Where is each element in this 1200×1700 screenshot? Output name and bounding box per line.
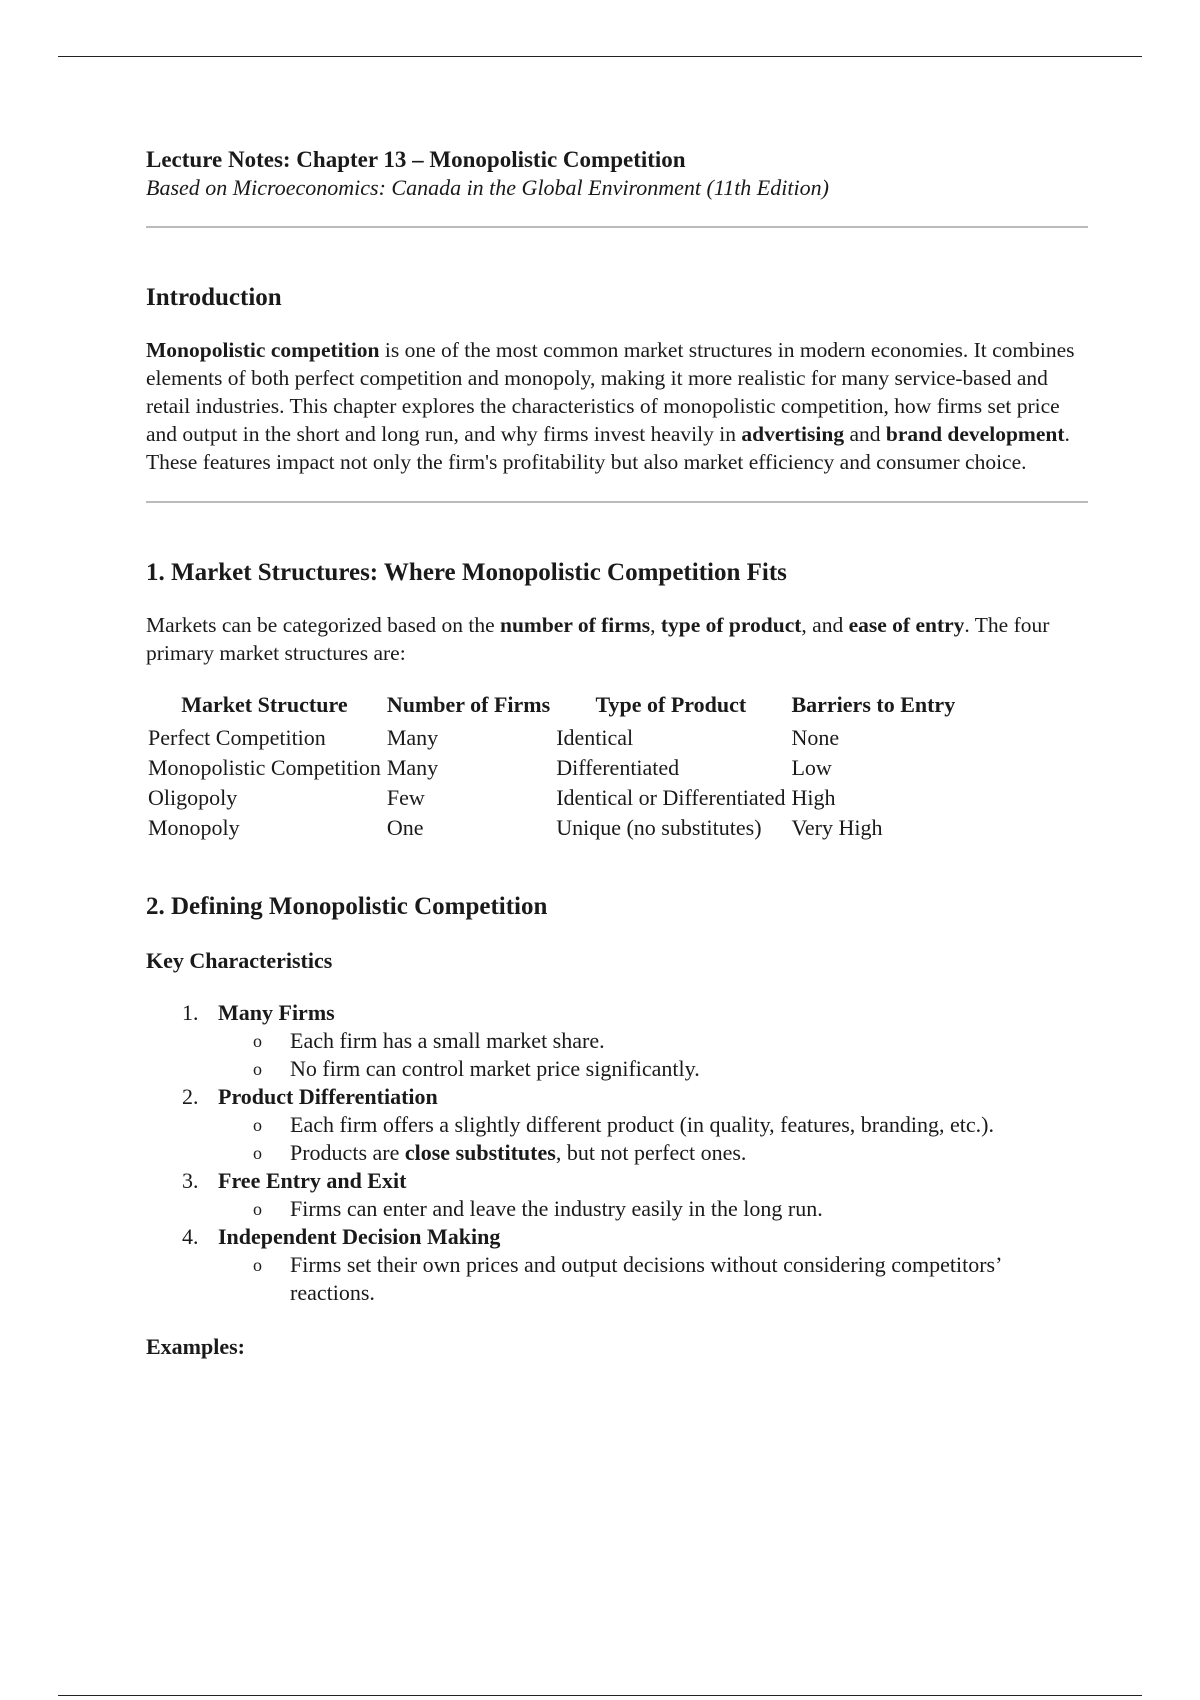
bullet-text: Each firm has a small market share. [290,1028,605,1053]
para-text: Markets can be categorized based on the [146,613,500,637]
bullet-icon: o [253,1199,262,1219]
list-item-title: Product Differentiation [218,1084,438,1109]
bullet-item [146,1195,1088,1223]
table-row [146,753,959,783]
table-cell: Many [386,755,439,780]
intro-paragraph [146,336,1088,476]
bullet-item [146,1251,1088,1307]
table-cell: Oligopoly [148,785,238,810]
table-row [146,783,959,813]
list-number: 3. [182,1168,199,1193]
bullet-icon: o [253,1255,262,1275]
table-row [146,723,959,753]
para-bold: ease of entry [848,613,965,637]
list-item-title: Many Firms [218,1000,335,1025]
table-cell: None [791,725,840,750]
table-cell: Differentiated [556,755,680,780]
bullet-list [218,1027,1088,1083]
bullet-text: Each firm offers a slightly different product (in quality, features, branding, etc.). [290,1112,994,1137]
column-header: Number of Firms [386,692,551,717]
table-cell: Identical [556,725,634,750]
list-item-title: Free Entry and Exit [218,1168,407,1193]
section-heading-introduction: Introduction [146,284,282,311]
page-top-rule [58,56,1142,57]
list-number: 1. [182,1000,199,1025]
column-header: Barriers to Entry [791,692,956,717]
table-cell: Very High [791,815,883,840]
para-text: , and [801,613,849,637]
para-bold: type of product [660,613,802,637]
intro-text: is one of the most common market structures in modern economies. It combines elements of both perfect competition and monopoly, making it more realistic for many service-based and retail industries. This chapter explores the characteristics of monopolistic competition, how firms set price and output in the short and long run, and why firms invest heavily in [146,338,1075,446]
list-item [146,999,1088,1083]
intro-text: and [844,422,886,446]
list-item [146,1223,1088,1307]
bullet-item [146,1111,1088,1139]
bullet-icon: o [253,1115,262,1135]
table-cell: Unique (no substitutes) [556,815,762,840]
table-cell: Many [386,725,439,750]
divider [146,501,1088,503]
list-number: 2. [182,1084,199,1109]
bullet-item [146,1139,1088,1167]
bullet-text: No firm can control market price significantly. [290,1056,700,1081]
table-cell: Few [386,785,425,810]
bullet-text: Products are [290,1140,405,1165]
table-cell: High [791,785,836,810]
bullet-icon: o [253,1059,262,1079]
market-structures-table [146,691,959,843]
table-cell: Monopolistic Competition [148,755,381,780]
table-cell: Identical or Differentiated [556,785,786,810]
para-text: , [650,613,661,637]
column-header: Market Structure [181,692,348,717]
list-item [146,1083,1088,1167]
bullet-list [218,1111,1088,1167]
table-cell: One [386,815,424,840]
table-cell: Perfect Competition [148,725,326,750]
section-heading-defining: 2. Defining Monopolistic Competition [146,893,548,920]
intro-term-brand: brand development [885,422,1065,446]
bullet-text: , but not perfect ones. [555,1140,747,1165]
bullet-list [218,1195,1088,1223]
document-title: Lecture Notes: Chapter 13 – Monopolistic Competition [146,147,686,172]
bullet-item [146,1055,1088,1083]
bullet-list [218,1251,1088,1307]
divider [146,226,1088,228]
market-structures-paragraph [146,611,1088,667]
intro-text: . These features impact not only the firm's profitability but also market efficiency and consumer choice. [146,422,1070,474]
bullet-text: Firms can enter and leave the industry easily in the long run. [290,1196,823,1221]
examples-heading: Examples: [146,1334,245,1359]
para-bold: number of firms [500,613,651,637]
intro-term: Monopolistic competition [146,338,380,362]
characteristics-list [146,999,1088,1307]
bullet-text: Firms set their own prices and output decisions without considering competitors’ reactions. [290,1252,1001,1305]
bullet-bold: close substitutes [404,1140,556,1165]
column-header: Type of Product [595,692,747,717]
table-row [146,813,959,843]
section-heading-market-structures: 1. Market Structures: Where Monopolistic Competition Fits [146,559,787,586]
intro-term-advertising: advertising [741,422,845,446]
para-text: . The four primary market structures are: [146,613,1050,665]
table-cell: Monopoly [148,815,240,840]
bullet-icon: o [253,1143,262,1163]
document-subtitle: Based on Microeconomics: Canada in the Global Environment (11th Edition) [146,175,829,200]
table-header-row [146,691,959,723]
list-item-title: Independent Decision Making [218,1224,501,1249]
document-body [146,146,1088,1361]
page-bottom-rule [58,1695,1142,1696]
list-number: 4. [182,1224,199,1249]
list-item [146,1167,1088,1223]
table-cell: Low [791,755,832,780]
bullet-item [146,1027,1088,1055]
key-characteristics-heading: Key Characteristics [146,948,333,973]
bullet-icon: o [253,1031,262,1051]
